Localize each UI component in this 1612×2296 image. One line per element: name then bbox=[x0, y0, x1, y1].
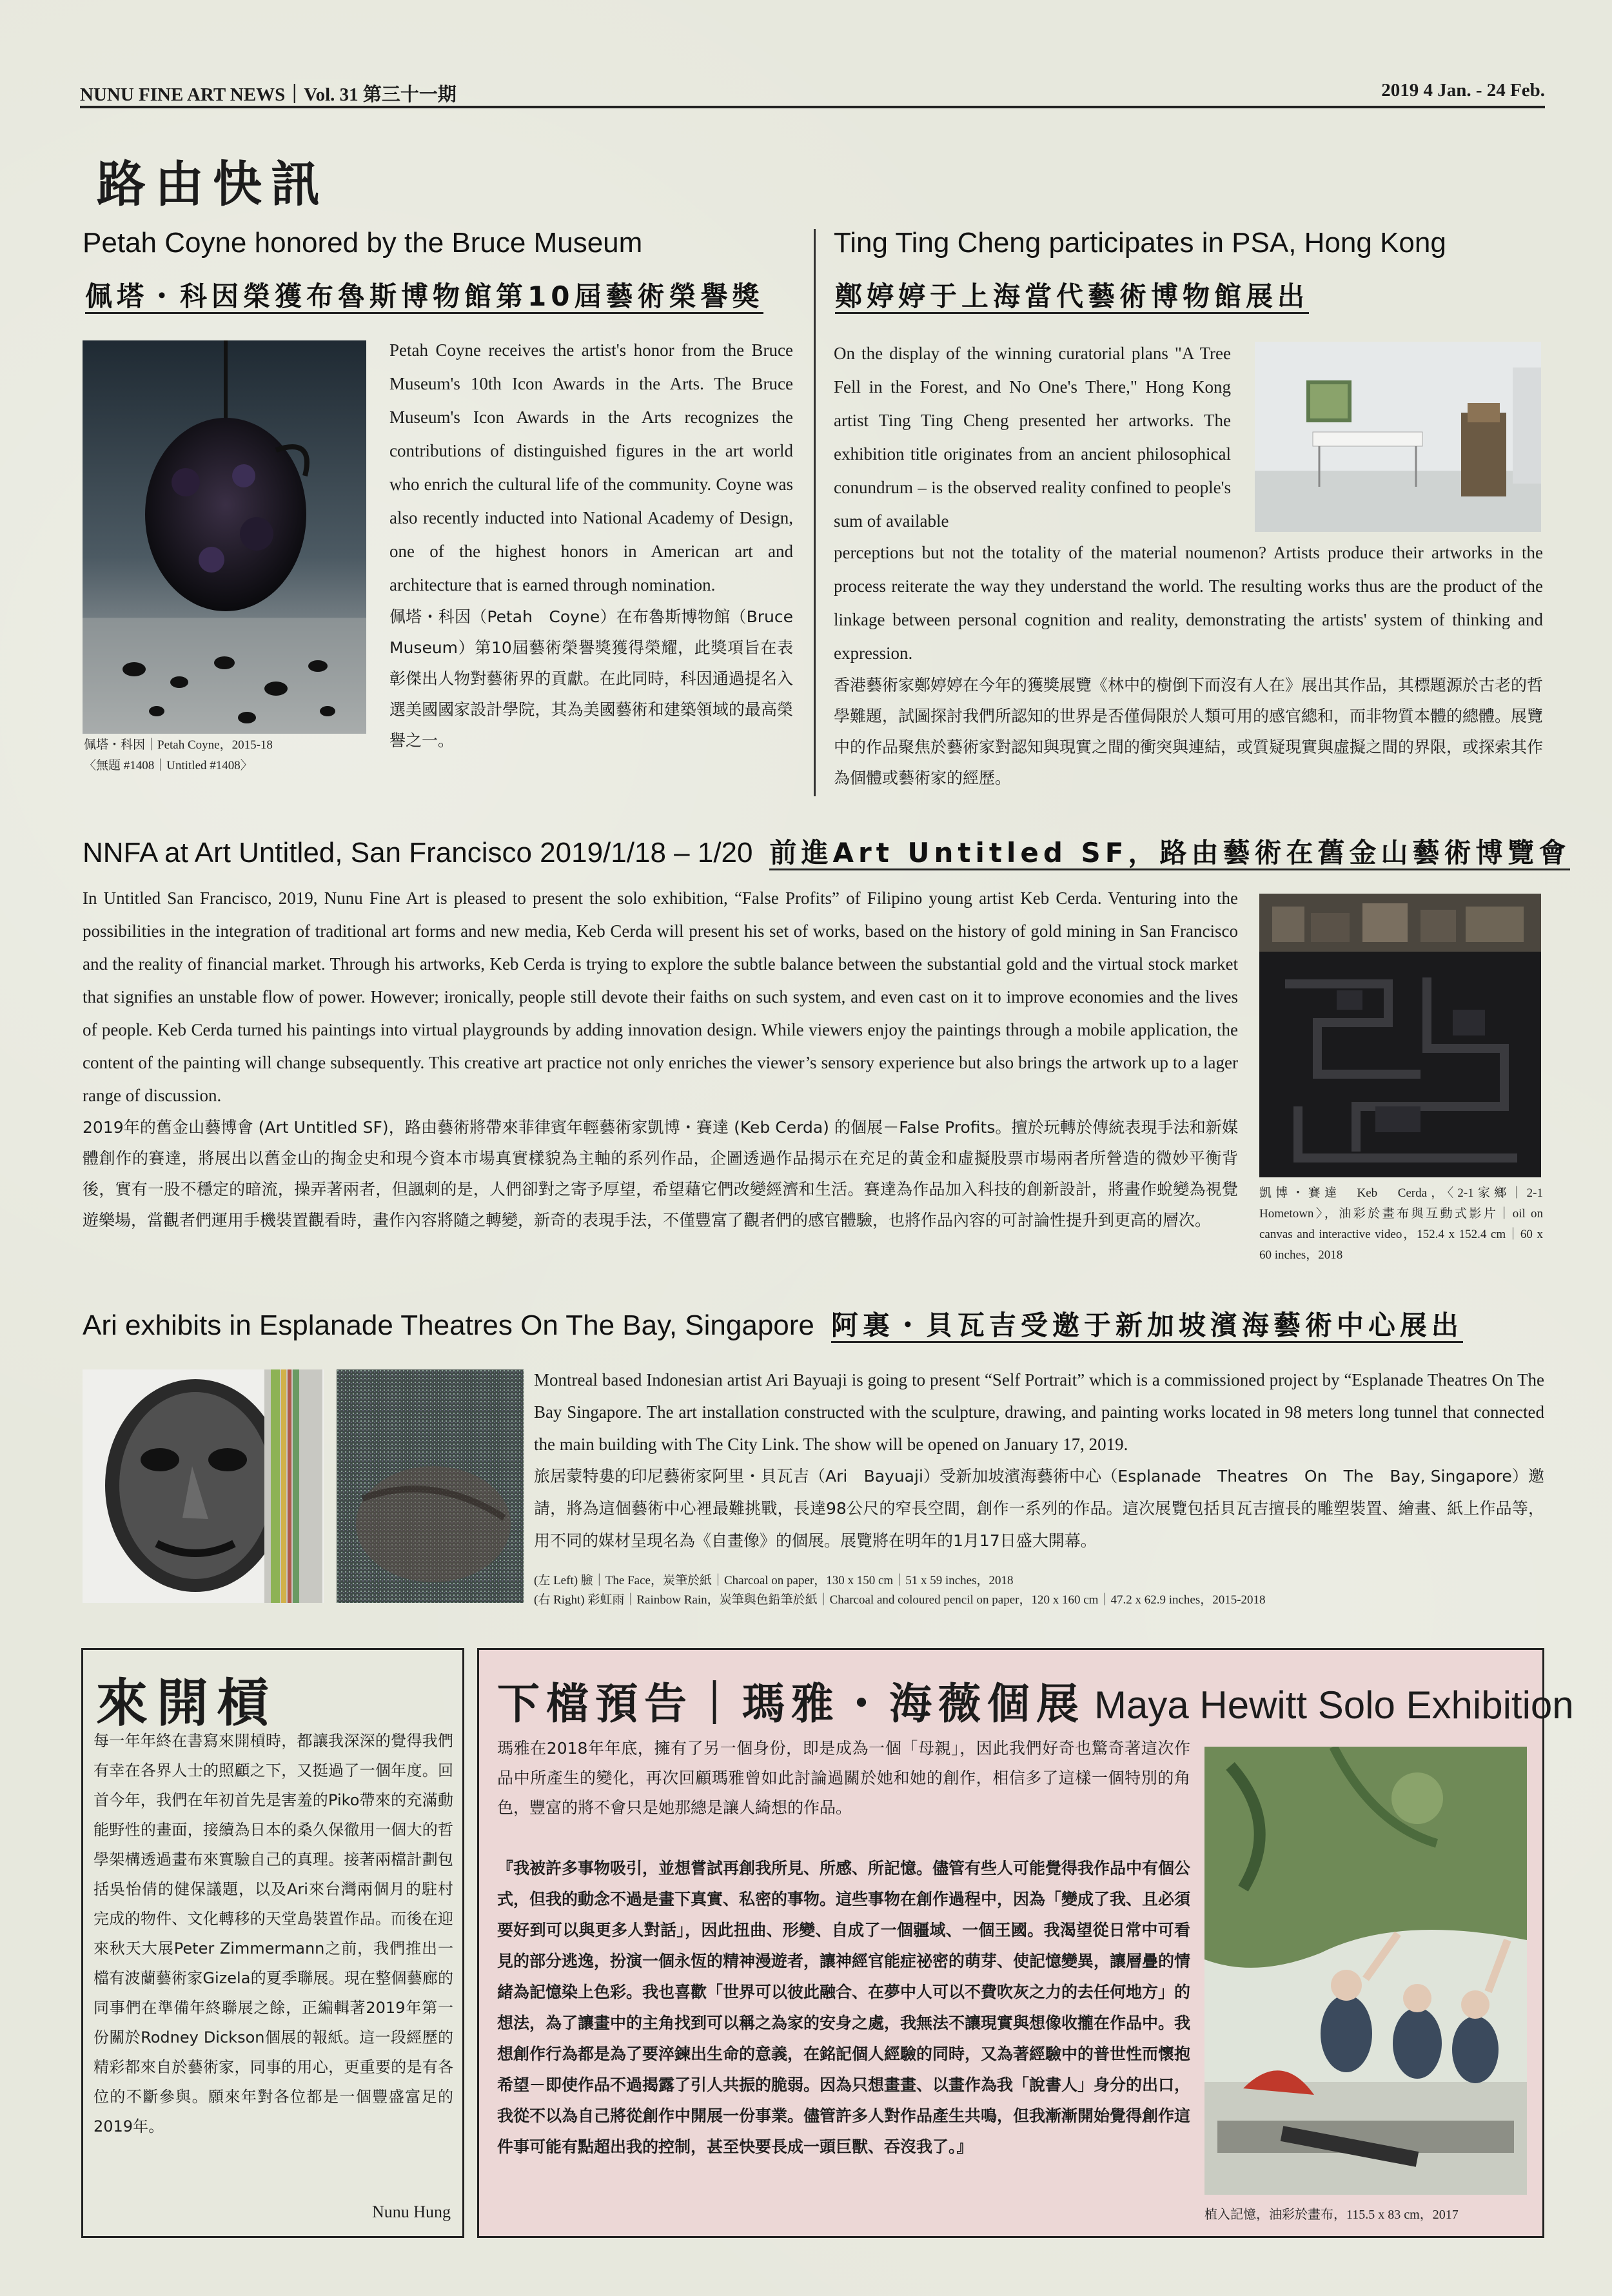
masthead bbox=[80, 76, 1545, 107]
article4-caption-right: (右 Right) 彩虹雨｜Rainbow Rain，炭筆與色鉛筆於紙｜Charcoal and coloured pencil on paper，120 x 160 cm｜47.2 x 62.9 inches，2015-2018 bbox=[534, 1593, 1266, 1607]
article2-exhibition-image bbox=[1255, 342, 1541, 532]
article2-body-en-top: On the display of the winning curatorial plans "A Tree Fell in the Forest, and No One's There," Hong Kong artist Ting Ting Cheng presented her artworks. The exhibition title originates from an ancient philosophical conundrum – is the observed reality confined to people's sum of available bbox=[834, 344, 1231, 531]
column-right-caption: 植入記憶，油彩於畫布，115.5 x 83 cm，2017 bbox=[1204, 2208, 1459, 2222]
article4-title-en: Ari exhibits in Esplanade Theatres On The Bay, Singapore bbox=[83, 1310, 814, 1341]
article3-body bbox=[83, 882, 1238, 1236]
article4-color-strip bbox=[264, 1369, 322, 1603]
column-right-title-en: Maya Hewitt Solo Exhibition bbox=[1094, 1683, 1574, 1727]
article3-body-zh: 2019年的舊金山藝博會 (Art Untitled SF)，路由藝術將帶來菲律賓年輕藝術家凱博・賽達 (Keb Cerda) 的個展－False Profits。擅於玩轉於傳統表現手法和新媒體創作的賽達，將展出以舊金山的掏金史和現今資本市場真實樣貌為主軸的系列作品，企圖透過作品揭示在充足的黃金和虛擬股票市場兩者所營造的微妙平衡背後，實有一股不穩定的暗流，操弄著兩者，但諷刺的是，人們卻對之寄予厚望，希望藉它們改變經濟和生活。賽達為作品加入科技的創新設計，將畫作蛻變為視覺遊樂場，當觀者們運用手機裝置觀看時，畫作內容將隨之轉變，新奇的表現手法，不僅豐富了觀者們的感官體驗，也將作品內容的可討論性提升到更高的層次。 bbox=[83, 1118, 1238, 1230]
article2-body-zh: 香港藝術家鄭婷婷在今年的獲獎展覽《林中的樹倒下而沒有人在》展出其作品，其標題源於古老的哲學難題，試圖探討我們所認知的世界是否僅侷限於人類可用的感官總和，而非物質本體的總體。展覽中的作品聚焦於藝術家對認知與現實之間的衝突與連結，或質疑現實與虛擬之間的界限，或探索其作為個體或藝術家的經歷。 bbox=[834, 676, 1544, 787]
article1-title-zh: 佩塔・科因榮獲布魯斯博物館第10屆藝術榮譽獎 bbox=[85, 275, 794, 318]
article1-body-en: Petah Coyne receives the artist's honor from the Bruce Museum's 10th Icon Awards in the Arts. The Bruce Museum's Icon Awards in the Arts recognizes the contributions of distinguished figures in the art world who enrich the cultural life of the community. Coyne was also recently inducted into National Academy of Design, one of the highest honors in American art and architecture that is earned through nomination. bbox=[389, 340, 793, 594]
article4-title bbox=[83, 1304, 1546, 1343]
column-right-title bbox=[497, 1669, 1574, 1731]
column-right-quote: 『我被許多事物吸引，並想嘗試再創我所見、所感、所記憶。儘管有些人可能覺得我作品中有個公式，但我的動念不過是畫下真實、私密的事物。這些事物在創作過程中，因為「變成了我、且必須要好到可以與更多人對話」，因此扭曲、形變、自成了一個疆域、一個王國。我渴望從日常中可看見的部分逃逸，扮演一個永恆的精神漫遊者，讓神經官能症祕密的萌芽、使記憶變異，讓層疊的情緒為記憶染上色彩。我也喜歡「世界可以彼此融合、在夢中人可以不費吹灰之力的去任何地方」的想法，為了讓畫中的主角找到可以稱之為家的安身之處，我無法不讓現實與想像收攏在作品中。我想創作行為都是為了要淬鍊出生命的意義，在銘記個人經驗的同時，又為著經驗中的普世性而懷抱希望－即使作品不過揭露了引人共振的脆弱。因為只想畫畫、以畫作為我「說書人」身分的出口，我從不以為自己將從創作中開展一份事業。儘管許多人對作品產生共鳴，但我漸漸開始覺得創作這件事可能有點超出我的控制，甚至快要長成一頭巨獸、吞沒我了。』 bbox=[497, 1859, 1191, 2156]
article4-rainbow-rain-image bbox=[337, 1369, 524, 1603]
article2-title-en: Ting Ting Cheng participates in PSA, Hong Kong bbox=[834, 227, 1446, 259]
article3-artwork-image bbox=[1259, 894, 1541, 1177]
article4-title-zh: 阿裏・貝瓦吉受邀于新加坡濱海藝術中心展出 bbox=[831, 1310, 1463, 1343]
article3-title-en: NNFA at Art Untitled, San Francisco 2019/1/18 – 1/20 bbox=[83, 837, 753, 868]
article1-body-zh: 佩塔・科因（Petah Coyne）在布魯斯博物館（Bruce Museum）第10屆藝術榮譽獎獲得榮耀，此獎項旨在表彰傑出人物對藝術界的貢獻。在此同時，科因通過提名入選美國國家設計學院，其為美國藝術和建築領域的最高榮譽之一。 bbox=[389, 607, 810, 750]
column-left-box bbox=[81, 1648, 464, 2238]
column-divider bbox=[814, 229, 816, 796]
article2-body-en-bottom: perceptions but not the totality of the material noumenon? Artists produce their artworks in the process reiterate the way they understand the world. The resulting works thus are the product of the linkage between personal cognition and reality, demonstrating the artists' system of thinking and expression. bbox=[834, 543, 1543, 663]
article4-body-en: Montreal based Indonesian artist Ari Bayuaji is going to present “Self Portrait” which is a commissioned project by “Esplanade Theatres On The Bay Singapore. The art installation constructed with the sculpture, drawing, and painting works located in 98 meters long tunnel that connected the main building with The City Link. The show will be opened on January 17, 2019. bbox=[534, 1370, 1544, 1454]
article3-body-en: In Untitled San Francisco, 2019, Nunu Fine Art is pleased to present the solo exhibition, “False Profits” of Filipino young artist Keb Cerda. Venturing into the possibilities in the integration of traditional art forms and new media, Keb Cerda will present his set of works, based on the history of gold mining in San Francisco and the reality of financial market. Through his artworks, Keb Cerda is trying to explore the subtle balance between the substantial gold and the virtual stock market that signifies an unstable flow of power. However; ironically, people still devote their faiths on such system, and even cast on it to improve economies and the lives of people. Keb Cerda turned his paintings into virtual playgrounds by adding innovation design. While viewers enjoy the paintings through a mobile application, the content of the painting will change subsequently. This creative art practice not only enriches the viewer’s sensory experience but also brings the artwork up to a lager range of discussion. bbox=[83, 888, 1238, 1105]
article1-artwork-image bbox=[83, 340, 366, 734]
article3-title bbox=[83, 832, 1571, 870]
article1-caption-line2: 〈無題 #1408｜Untitled #1408〉 bbox=[84, 759, 253, 772]
article4-body-zh: 旅居蒙特婁的印尼藝術家阿里・貝瓦吉（Ari Bayuaji）受新加坡濱海藝術中心（Esplanade Theatres On The Bay, Singapore）邀請，將為這個藝術中心裡最難挑戰，長達98公尺的窄長空間，創作一系列的作品。這次展覽包括貝瓦吉擅長的雕塑裝置、繪畫、紙上作品等，用不同的媒材呈現名為《自畫像》的個展。展覽將在明年的1月17日盛大開幕。 bbox=[534, 1467, 1544, 1550]
article1-caption bbox=[84, 735, 368, 776]
article2-body bbox=[834, 536, 1543, 794]
article3-caption: 凱博・賽達 Keb Cerda，〈2-1家鄉｜2-1 Hometown〉，油彩於畫布與互動式影片｜oil on canvas and interactive video，152.4 x 152.4 cm｜60 x 60 inches，2018 bbox=[1259, 1186, 1543, 1262]
section-title: 路由快訊 bbox=[97, 155, 329, 213]
article1-title-en: Petah Coyne honored by the Bruce Museum bbox=[83, 227, 643, 259]
article4-caption-left: (左 Left) 臉｜The Face，炭筆於紙｜Charcoal on paper，130 x 150 cm｜51 x 59 inches，2018 bbox=[534, 1574, 1014, 1587]
column-right-intro: 瑪雅在2018年年底，擁有了另一個身份，即是成為一個「母親」，因此我們好奇也驚奇著這次作品中所產生的變化，再次回顧瑪雅曾如此討論過關於她和她的創作，相信多了這樣一個特別的角色，豐富的將不會只是她那總是讓人綺想的作品。 bbox=[497, 1739, 1190, 1817]
article4-captions bbox=[534, 1571, 1544, 1610]
article2-title-zh: 鄭婷婷于上海當代藝術博物館展出 bbox=[835, 275, 1544, 314]
article1-caption-line1: 佩塔・科因｜Petah Coyne，2015-18 bbox=[84, 738, 273, 752]
article4-body bbox=[534, 1364, 1544, 1557]
masthead-date: 2019 4 Jan. - 24 Feb. bbox=[1381, 80, 1545, 101]
column-left-body: 每一年年終在書寫來開槓時，都讓我深深的覺得我們有幸在各界人士的照顧之下，又挺過了一個年度。回首今年，我們在年初首先是害羞的Piko帶來的充滿動能野性的畫面，接續為日本的桑久保徹用一個大的哲學架構透過畫布來實驗自己的真理。接著兩檔計劃包括吳怡倩的健保議題，以及Ari來台灣兩個月的駐村完成的物件、文化轉移的天堂島裝置作品。而後在迎來秋天大展Peter Zimmermann之前，我們推出一檔有波蘭藝術家Gizela的夏季聯展。現在整個藝廊的同事們在準備年終聯展之餘，正編輯著2019年第一份關於Rodney Dickson個展的報紙。這一段經歷的精彩都來自於藝術家，同事的用心，更重要的是有各位的不斷參與。願來年對各位都是一個豐盛富足的2019年。 bbox=[93, 1732, 453, 2135]
column-right-title-zh: 下檔預告｜瑪雅・海薇個展 bbox=[497, 1678, 1085, 1729]
column-right-box bbox=[477, 1648, 1574, 2238]
masthead-title: NUNU FINE ART NEWS｜Vol. 31 第三十一期 bbox=[80, 84, 457, 105]
column-right-painting bbox=[1204, 1747, 1527, 2195]
article1-body bbox=[389, 333, 810, 756]
column-left-signature: Nunu Hung bbox=[371, 2203, 451, 2221]
column-left-title: 來開槓 bbox=[96, 1673, 278, 1733]
masthead-rule bbox=[80, 106, 1545, 108]
article3-title-zh: 前進Art Untitled SF，路由藝術在舊金山藝術博覽會 bbox=[769, 837, 1570, 870]
